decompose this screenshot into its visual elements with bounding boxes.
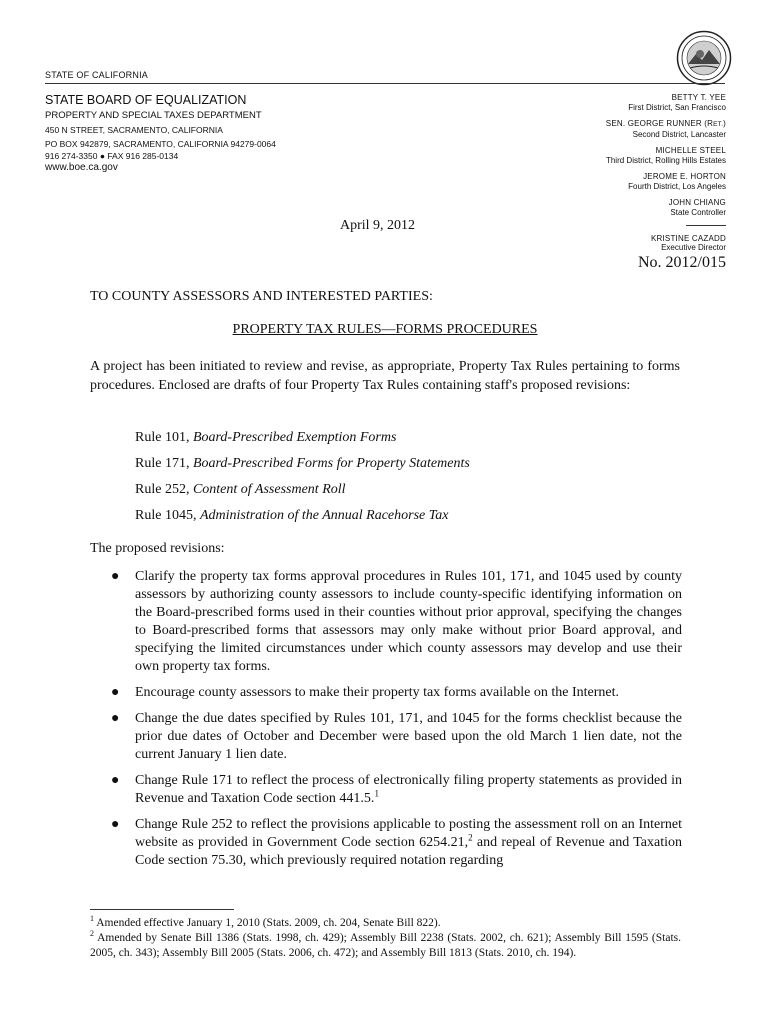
rule-item: Rule 101, Board-Prescribed Exemption Forms <box>135 430 397 445</box>
member-entry <box>506 198 726 217</box>
member-divider <box>686 225 726 226</box>
member-title: First District, San Francisco <box>628 102 726 112</box>
board-members-list <box>506 93 726 260</box>
rule-item: Rule 171, Board-Prescribed Forms for Property Statements <box>135 456 470 471</box>
po-box-address: PO BOX 942879, SACRAMENTO, CALIFORNIA 94279-0064 <box>45 139 276 149</box>
member-title: Third District, Rolling Hills Estates <box>605 155 726 165</box>
member-name: SEN. GEORGE RUNNER (RET.) <box>605 119 726 128</box>
department-name: PROPERTY AND SPECIAL TAXES DEPARTMENT <box>45 110 262 121</box>
footnote: $^2$ Amended by Senate Bill 1386 (Stats. 1998, ch. 429); Assembly Bill 2238 (Stats. 2002, ch. 621); Assembly Bill 1595 (Stats. 2005, ch. 343); Assembly Bill 2005 (Stats. 2006, ch. 472); and Assembly Bill 1813 (Stats. 2010, ch. 194). <box>90 929 681 959</box>
member-name: KRISTINE CAZADD <box>650 233 726 243</box>
member-name: JOHN CHIANG <box>668 198 726 207</box>
board-name: STATE BOARD OF EQUALIZATION <box>45 93 247 107</box>
letter-number: No. 2012/015 <box>638 254 726 271</box>
footnote: $^1$ Amended effective January 1, 2010 (Stats. 2009, ch. 204, Senate Bill 822). <box>90 914 441 929</box>
header-divider <box>45 83 725 84</box>
member-title: Second District, Lancaster <box>632 129 726 139</box>
rule-item: Rule 1045, Administration of the Annual Racehorse Tax <box>135 508 449 523</box>
bullet-icon: ● <box>111 773 120 788</box>
member-entry <box>506 119 726 139</box>
bullet-icon: ● <box>111 817 120 832</box>
state-name: STATE OF CALIFORNIA <box>45 70 148 80</box>
list-item: ● Change the due dates specified by Rules 101, 171, and 1045 for the forms checklist because the prior due dates of October and December were based upon the old March 1 lien date, not the current January 1 lien date. <box>111 711 682 762</box>
bullet-icon: ● <box>111 569 120 584</box>
member-entry <box>506 172 726 191</box>
list-item: ● Change Rule 252 to reflect the provisions applicable to posting the assessment roll on an Internet website as provided in Government Code section 6254.21,$^2$ and repeal of Revenue and Taxation Code section 75.30, which previously required notation regarding <box>111 817 682 868</box>
rules-list <box>135 430 470 534</box>
street-address: 450 N STREET, SACRAMENTO, CALIFORNIA <box>45 125 223 135</box>
addressee: TO COUNTY ASSESSORS AND INTERESTED PARTIES: <box>90 289 433 304</box>
member-entry <box>506 93 726 112</box>
intro-paragraph: A project has been initiated to review and revise, as appropriate, Property Tax Rules pertaining to forms procedures. Enclosed are drafts of four Property Tax Rules containing staff's proposed revisions: <box>90 359 680 393</box>
member-name: MICHELLE STEEL <box>655 146 726 155</box>
list-item: ● Clarify the property tax forms approval procedures in Rules 101, 171, and 1045 used by county assessors by authorizing county assessors to include county-specific identifying information on the Board-prescribed forms used in their counties without prior approval, specifying the changes to Board-prescribed forms that assessors may only make without prior Board approval, and specifying the limited circumstances under which county assessors may develop and use their own property tax forms. <box>111 569 682 674</box>
member-title: Executive Director <box>661 243 726 252</box>
bullet-icon: ● <box>111 685 120 700</box>
member-name: JEROME E. HORTON <box>643 172 726 181</box>
list-item: ● Change Rule 171 to reflect the process of electronically filing property statements as provided in Revenue and Taxation Code section 441.5.$^1$ <box>111 773 682 806</box>
member-entry <box>506 146 726 165</box>
phone-fax: 916 274-3350 ● FAX 916 285-0134 <box>45 151 179 161</box>
state-seal-icon <box>676 30 732 86</box>
footnote-divider <box>90 909 234 910</box>
member-title: State Controller <box>670 207 726 217</box>
member-name: BETTY T. YEE <box>671 93 726 102</box>
list-item: ● Encourage county assessors to make their property tax forms available on the Internet. <box>111 685 620 700</box>
rule-item: Rule 252, Content of Assessment Roll <box>135 482 346 497</box>
bullet-icon: ● <box>111 711 120 726</box>
revisions-list <box>107 568 682 878</box>
proposed-heading: The proposed revisions: <box>90 541 225 556</box>
footnote-ref[interactable]: 2 <box>468 832 473 843</box>
footnotes <box>90 916 681 961</box>
website-link[interactable]: www.boe.ca.gov <box>45 162 118 173</box>
member-title: Fourth District, Los Angeles <box>628 181 726 191</box>
letter-date: April 9, 2012 <box>340 218 416 233</box>
footnote-ref[interactable]: 1 <box>374 788 379 799</box>
subject-line: PROPERTY TAX RULES—FORMS PROCEDURES <box>232 322 538 337</box>
member-entry <box>506 234 726 253</box>
